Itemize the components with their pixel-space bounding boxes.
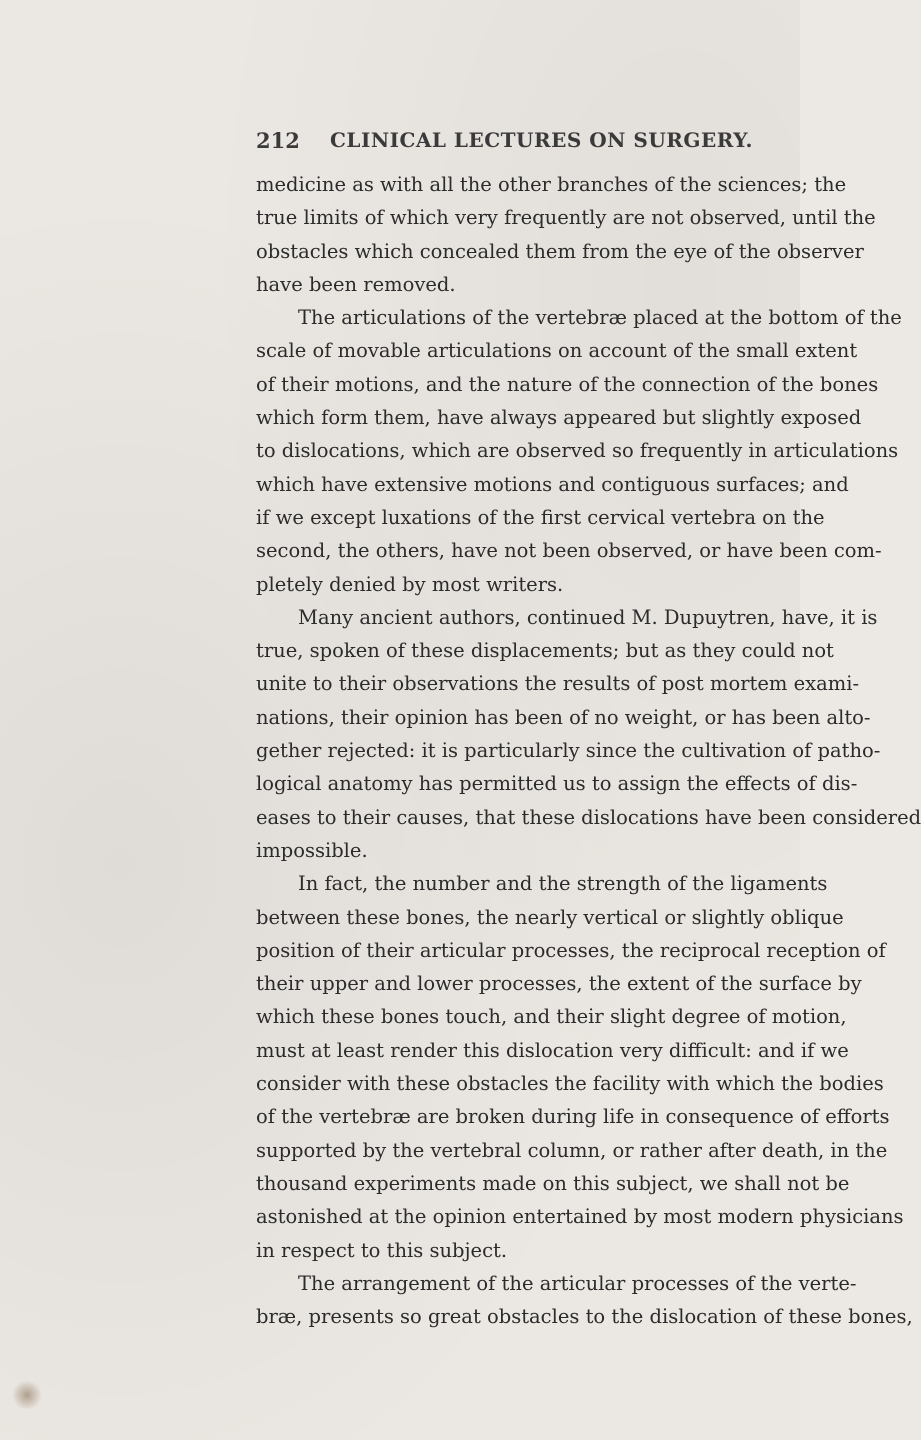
text-line: if we except luxations of the first cervical vertebra on the	[256, 505, 825, 529]
text-line: gether rejected: it is particularly since the cultivation of patho-	[256, 739, 881, 763]
text-line: in respect to this subject.	[256, 1238, 508, 1262]
text-line: obstacles which concealed them from the eye of the observer	[256, 239, 864, 263]
text-line: between these bones, the nearly vertical or slightly oblique	[256, 905, 844, 929]
text-line: bræ, presents so great obstacles to the dislocation of these bones,	[256, 1305, 913, 1329]
text-line: second, the others, have not been observed, or have been com-	[256, 539, 882, 563]
text-line: which have extensive motions and contiguous surfaces; and	[256, 472, 849, 496]
text-line: eases to their causes, that these dislocations have been considered	[256, 805, 921, 829]
text-line: Many ancient authors, continued M. Dupuytren, have, it is	[298, 605, 878, 629]
text-line: scale of movable articulations on account of the small extent	[256, 339, 858, 363]
running-head-title: CLINICAL LECTURES ON SURGERY.	[330, 128, 753, 152]
text-line: nations, their opinion has been of no weight, or has been alto-	[256, 705, 871, 729]
text-line: In fact, the number and the strength of the ligaments	[298, 872, 828, 896]
text-line: consider with these obstacles the facility with which the bodies	[256, 1072, 884, 1096]
text-line: position of their articular processes, the reciprocal reception of	[256, 938, 886, 962]
text-line: The arrangement of the articular processes of the verte-	[298, 1271, 857, 1295]
body-text	[256, 168, 921, 1333]
page-number: 212	[256, 128, 300, 153]
text-line: true, spoken of these displacements; but as they could not	[256, 639, 834, 663]
text-line: which form them, have always appeared but slightly exposed	[256, 406, 862, 430]
text-line: must at least render this dislocation very difficult: and if we	[256, 1038, 849, 1062]
text-line: true limits of which very frequently are not observed, until the	[256, 206, 876, 230]
text-line: The articulations of the vertebræ placed at the bottom of the	[298, 306, 902, 330]
text-line: which these bones touch, and their slight degree of motion,	[256, 1005, 847, 1029]
text-line: medicine as with all the other branches of the sciences; the	[256, 173, 847, 196]
text-line: of their motions, and the nature of the connection of the bones	[256, 372, 879, 396]
text-line: supported by the vertebral column, or rather after death, in the	[256, 1138, 888, 1162]
text-line: thousand experiments made on this subject, we shall not be	[256, 1171, 850, 1195]
text-line: unite to their observations the results of post mortem exami-	[256, 672, 860, 696]
running-head	[0, 128, 800, 168]
page-smudge	[12, 1380, 42, 1410]
text-line: pletely denied by most writers.	[256, 572, 564, 596]
text-line: have been removed.	[256, 272, 456, 296]
text-line: impossible.	[256, 838, 368, 862]
text-line: astonished at the opinion entertained by most modern physicians	[256, 1205, 904, 1229]
text-line: logical anatomy has permitted us to assign the effects of dis-	[256, 772, 858, 796]
text-line: of the vertebræ are broken during life in consequence of efforts	[256, 1105, 890, 1129]
text-line: to dislocations, which are observed so frequently in articulations	[256, 439, 899, 463]
text-line: their upper and lower processes, the extent of the surface by	[256, 972, 862, 996]
